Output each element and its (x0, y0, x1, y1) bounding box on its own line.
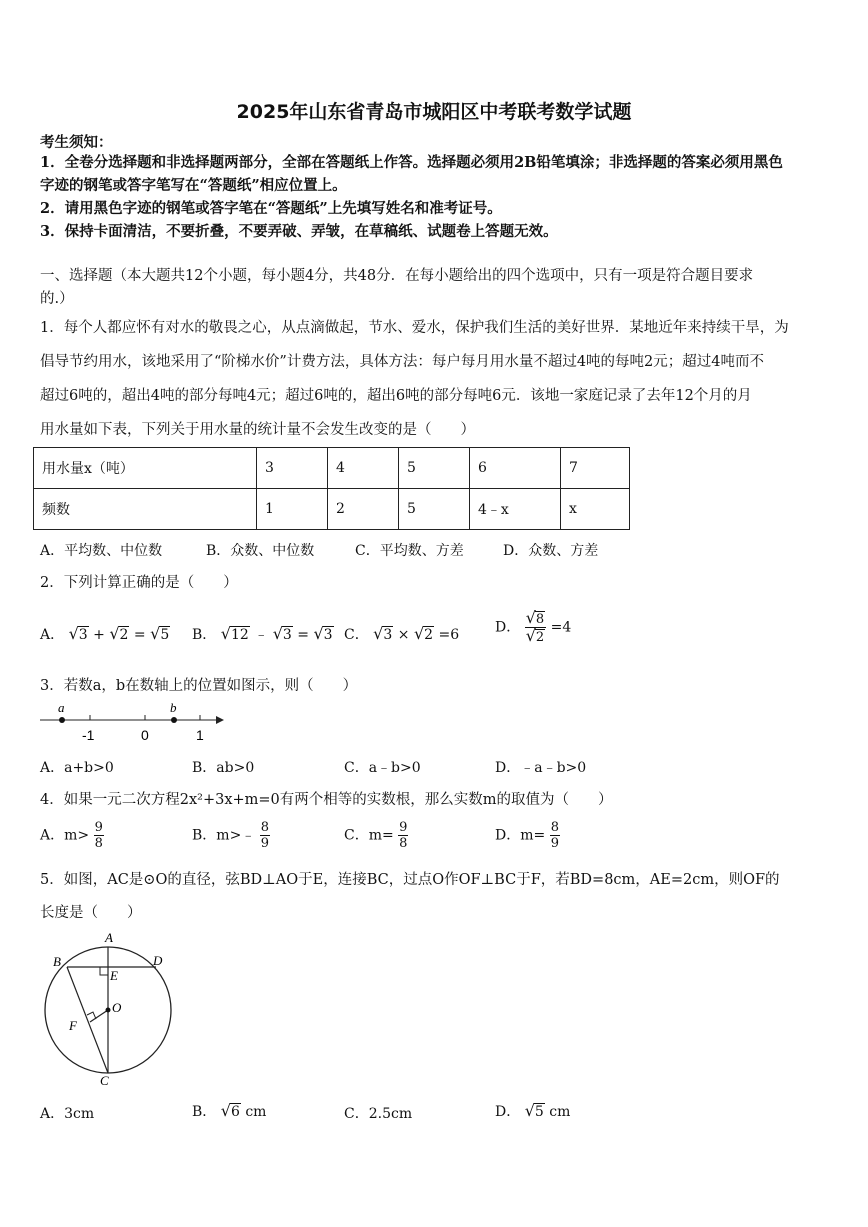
label-d: D (153, 953, 163, 968)
numerator: 8 (550, 820, 559, 835)
radical-icon: √ (525, 608, 536, 627)
radical-icon: √ (524, 1101, 535, 1120)
radicand: 3 (78, 627, 88, 643)
tick-label: 0 (141, 727, 149, 743)
fraction (260, 820, 270, 851)
denominator: 9 (550, 836, 559, 851)
operator: = (297, 627, 309, 643)
q1-stem-line: 超过6吨的，超出4吨的部分每吨4元；超过6吨的，超出6吨的部分每吨6元．该地一家庭记录了去年12个月的月 (40, 388, 752, 404)
option-label: B． (192, 627, 217, 643)
notice-item: 3．保持卡面清洁，不要折叠，不要弄破、弄皱，在草稿纸、试题卷上答题无效。 (40, 223, 558, 240)
q4-option-a (40, 820, 104, 851)
denominator: 9 (260, 836, 270, 851)
notice-item: 1．全卷分选择题和非选择题两部分，全部在答题纸上作答。选择题必须用2B铅笔填涂；非选择题的答案必须用黑色 (40, 154, 783, 171)
table-cell: 频数 (34, 489, 257, 530)
numerator: 8 (260, 820, 270, 835)
notice-item: 字迹的钢笔或答字笔写在“答题纸”相应位置上。 (40, 177, 347, 194)
label-o: O (112, 1000, 122, 1015)
radicand: 5 (534, 1104, 544, 1120)
q1-option-a: A．平均数、中位数 (40, 543, 163, 559)
q4-option-b (192, 820, 270, 851)
radical-icon: √ (68, 624, 79, 643)
radical-icon: √ (272, 624, 283, 643)
radicand: 2 (424, 627, 434, 643)
label-a: A (105, 930, 113, 945)
operator: =6 (438, 627, 460, 643)
denominator: 2 (535, 630, 545, 645)
table-cell: 5 (399, 448, 470, 489)
label-b: b (170, 700, 177, 715)
q1-stem-line: 用水量如下表，下列关于用水量的统计量不会发生改变的是（ ） (40, 422, 475, 438)
radical-icon: √ (413, 624, 425, 643)
q1-stem-line: 1．每个人都应怀有对水的敬畏之心，从点滴做起，节水、爱水，保护我们生活的美好世界．某地近年来持续干旱，为 (40, 320, 789, 336)
table-cell: 2 (328, 489, 399, 530)
radical-icon: √ (150, 624, 161, 643)
option-label: C． (344, 627, 369, 643)
option-label: D． (495, 1104, 521, 1120)
q5-option-b (192, 1101, 266, 1121)
option-label: A． (40, 627, 65, 643)
q2-option-c (344, 624, 459, 644)
q4-option-c (344, 820, 408, 851)
operator: ﹣ (254, 627, 269, 643)
operator: = (133, 627, 146, 643)
number-line-figure (38, 700, 228, 746)
q2-option-d (495, 610, 571, 645)
q1-stem-line: 倡导节约用水，该地采用了“阶梯水价”计费方法，具体方法：每户每月用水量不超过4吨的每吨2元；超过4吨而不 (40, 354, 764, 370)
q3-option-c: C．a﹣b>0 (344, 760, 421, 776)
q3-option-b: B．ab>0 (192, 760, 255, 776)
q1-option-c: C．平均数、方差 (355, 543, 464, 559)
table-cell: 5 (399, 489, 470, 530)
fraction (525, 610, 546, 645)
radicand: 3 (323, 627, 333, 643)
operator: =4 (550, 619, 572, 636)
q1-frequency-table (33, 447, 630, 530)
label-c: C (100, 1073, 109, 1088)
radicand: 5 (160, 627, 170, 643)
q5-option-c: C．2.5cm (344, 1106, 413, 1122)
operator: + (93, 627, 105, 643)
q5-stem-line: 5．如图，AC是⊙O的直径，弦BD⊥AO于E，连接BC，过点O作OF⊥BC于F，若BD=8cm，AE=2cm，则OF的 (40, 872, 780, 888)
numerator: 9 (94, 820, 103, 835)
operator: × (397, 627, 410, 643)
label-a: a (58, 700, 65, 715)
q4-option-d (495, 820, 560, 851)
option-label: D． (495, 619, 521, 636)
table-cell: 4 (328, 448, 399, 489)
q5-option-d (495, 1101, 570, 1121)
fraction (94, 820, 104, 851)
center-point (106, 1008, 111, 1013)
q2-stem: 2．下列计算正确的是（ ） (40, 575, 238, 591)
label-e: E (110, 968, 118, 983)
table-row (34, 489, 630, 530)
arrow-icon (216, 716, 224, 724)
numerator: 8 (535, 612, 545, 627)
notice-item: 2．请用黑色字迹的钢笔或答字笔在“答题纸”上先填写姓名和准考证号。 (40, 200, 502, 217)
radicand: 3 (282, 627, 292, 643)
radicand: 2 (119, 627, 129, 643)
tick-label: -1 (82, 727, 95, 743)
table-row (34, 448, 630, 489)
q5-stem-line: 长度是（ ） (40, 905, 142, 921)
radical-icon: √ (525, 626, 536, 645)
radicand: 6 (230, 1104, 240, 1120)
radicand: 3 (383, 627, 393, 643)
option-label: B．m>﹣ (192, 827, 256, 844)
radical-icon: √ (109, 624, 120, 643)
option-label: D．m= (495, 827, 546, 844)
radicand: 12 (230, 627, 249, 643)
fraction (550, 820, 560, 851)
tick-label: 1 (196, 727, 204, 743)
section-heading-cont: 的.） (40, 291, 74, 307)
q3-option-a: A．a+b>0 (40, 760, 114, 776)
option-label: B． (192, 1104, 217, 1120)
q5-option-a: A．3cm (40, 1106, 95, 1122)
denominator: 8 (399, 836, 408, 851)
radical-icon: √ (220, 624, 231, 643)
notice-heading: 考生须知： (40, 134, 113, 151)
table-cell: 用水量x（吨） (34, 448, 257, 489)
point-a (59, 717, 65, 723)
radical-icon: √ (313, 624, 324, 643)
radical-icon: √ (373, 624, 384, 643)
q3-option-d: D．﹣a﹣b>0 (495, 760, 587, 776)
table-cell: 6 (470, 448, 561, 489)
q4-stem: 4．如果一元二次方程2x²+3x+m=0有两个相等的实数根，那么实数m的取值为（ ） (40, 792, 613, 808)
unit: cm (245, 1104, 267, 1120)
right-angle-marker (100, 967, 108, 975)
section-heading: 一、选择题（本大题共12个小题，每小题4分，共48分．在每小题给出的四个选项中，只有一项是符合题目要求 (40, 268, 754, 284)
label-b: B (53, 954, 61, 969)
unit: cm (549, 1104, 571, 1120)
option-label: C．m= (344, 827, 394, 844)
fraction (398, 820, 408, 851)
option-label: A．m> (40, 827, 90, 844)
q1-option-d: D．众数、方差 (503, 543, 599, 559)
page-title: 2025年山东省青岛市城阳区中考联考数学试题 (236, 101, 632, 123)
label-f: F (69, 1018, 77, 1033)
radical-icon: √ (220, 1101, 231, 1120)
right-angle-marker (87, 1012, 96, 1019)
table-cell: 3 (257, 448, 328, 489)
table-cell: x (561, 489, 630, 530)
numerator: 9 (399, 820, 408, 835)
q2-option-a (40, 624, 170, 644)
q1-option-b: B．众数、中位数 (206, 543, 315, 559)
point-b (171, 717, 177, 723)
table-cell: 1 (257, 489, 328, 530)
denominator: 8 (94, 836, 103, 851)
circle-geometry-figure (36, 928, 186, 1088)
q3-stem: 3．若数a，b在数轴上的位置如图示，则（ ） (40, 678, 358, 694)
table-cell: 7 (561, 448, 630, 489)
table-cell: 4﹣x (470, 489, 561, 530)
q2-option-b (192, 624, 334, 644)
